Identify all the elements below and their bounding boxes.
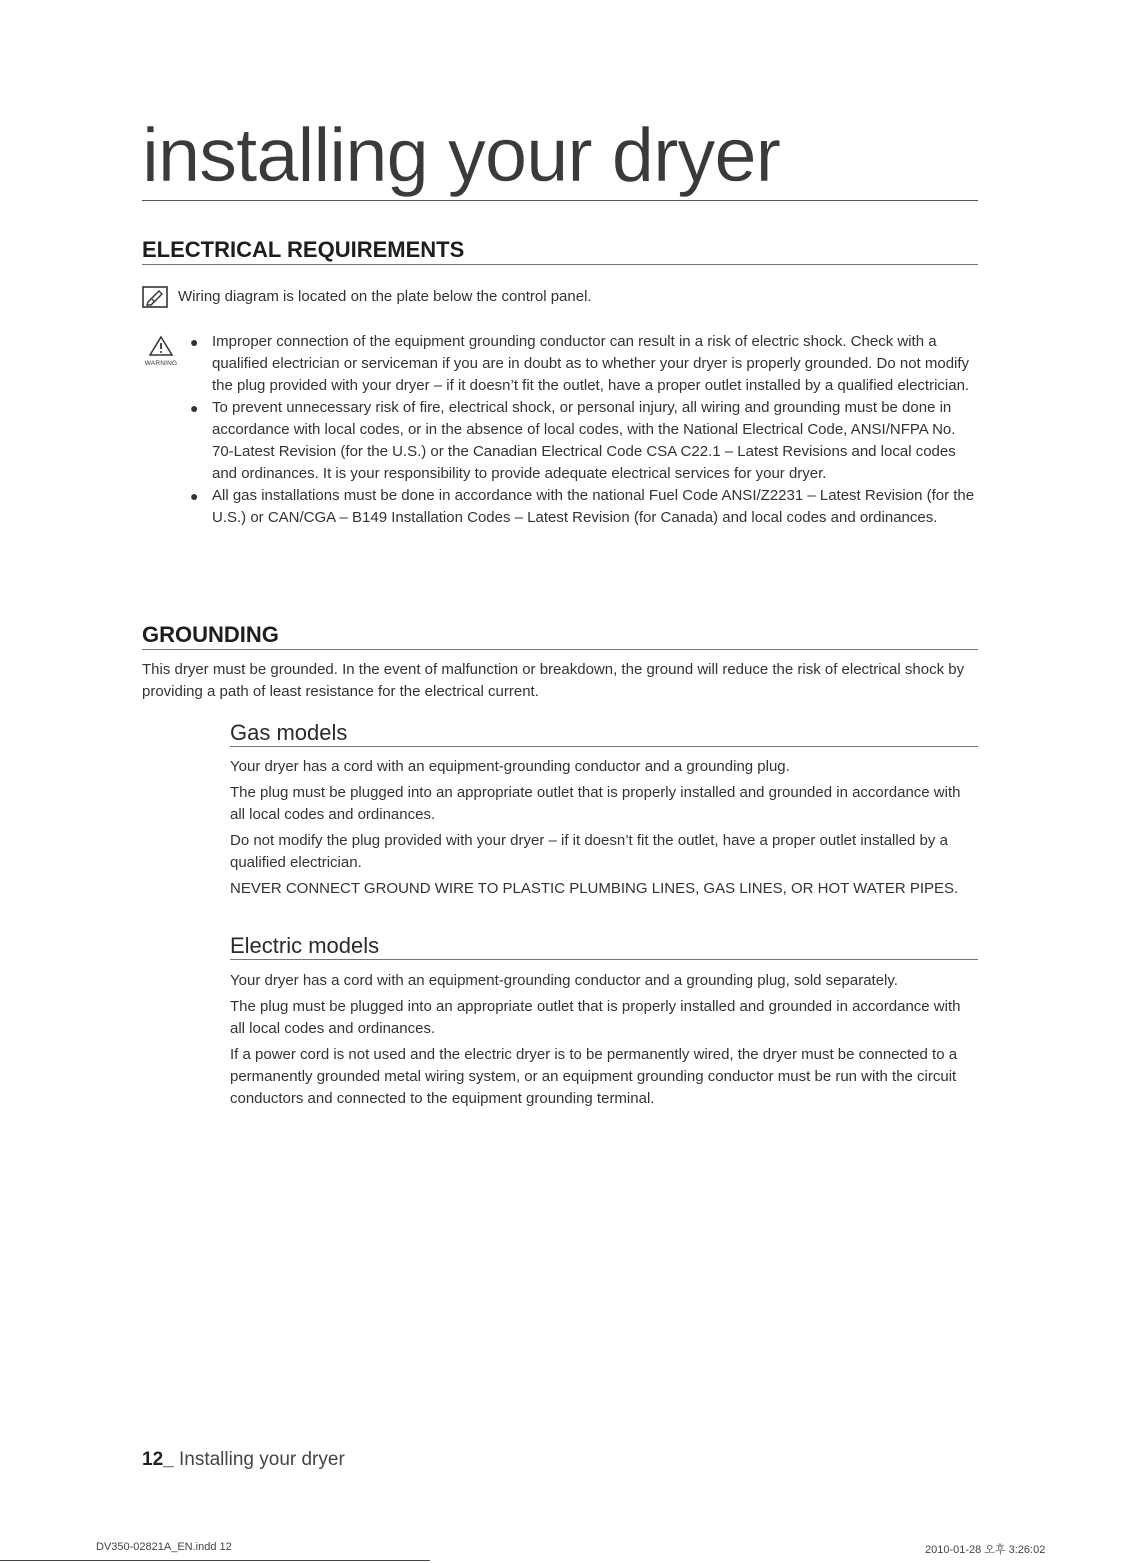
warning-label: WARNING — [144, 360, 178, 367]
note-row — [142, 286, 978, 308]
warning-bullet-list — [142, 331, 978, 529]
paragraph: NEVER CONNECT GROUND WIRE TO PLASTIC PLUMBING LINES, GAS LINES, OR HOT WATER PIPES. — [230, 880, 959, 897]
print-file-info: DV350-02821A_EN.indd 12 — [96, 1541, 232, 1553]
paragraph: If a power cord is not used and the electric dryer is to be permanently wired, the dryer must be connected to a permanently grounded metal wiring system, or an equipment grounding conductor must be run with the circuit conductors and connected to the equipment grounding terminal. — [230, 1046, 958, 1107]
page-footer — [142, 1449, 345, 1471]
subheading-gas-models: Gas models — [230, 720, 348, 745]
electric-models-body — [230, 970, 978, 1114]
bottom-rule — [0, 1560, 430, 1561]
section-heading-grounding: GROUNDING — [142, 622, 279, 647]
paragraph: Do not modify the plug provided with your dryer – if it doesn’t fit the outlet, have a proper outlet installed by a qualified electrician. — [230, 832, 948, 871]
paragraph: Your dryer has a cord with an equipment-grounding conductor and a grounding plug, sold separately. — [230, 972, 898, 989]
gas-models-body — [230, 756, 978, 904]
list-item: ● To prevent unnecessary risk of fire, electrical shock, or personal injury, all wiring and grounding must be done in accordance with local codes, or in the absence of local codes, with the National Electrical Code, ANSI/NFPA No. 70-Latest Revision (for the U.S.) or the Canadian Electrical Code CSA C22.1 – Latest Revisions and local codes and ordinances. It is your responsibility to provide adequate electrical services for your dryer. — [190, 399, 956, 482]
section-heading-electrical: ELECTRICAL REQUIREMENTS — [142, 237, 465, 262]
warning-block — [142, 331, 978, 529]
paragraph: Your dryer has a cord with an equipment-grounding conductor and a grounding plug. — [230, 758, 790, 775]
print-date-info: 2010-01-28 오후 3:26:02 — [925, 1544, 1046, 1556]
page-footer-label: Installing your dryer — [178, 1449, 345, 1470]
section-rule — [142, 264, 978, 265]
bullet-icon: ● — [190, 334, 199, 350]
page-number: 12_ — [142, 1449, 174, 1470]
list-item: ● Improper connection of the equipment grounding conductor can result in a risk of electric shock. Check with a qualified electrician or serviceman if you are in doubt as to whether your dryer is properly grounded. Do not modify the plug provided with your dryer – if it doesn’t fit the outlet, have a proper outlet installed by a qualified electrician. — [190, 333, 970, 394]
sub-rule — [230, 746, 978, 747]
list-item: ● All gas installations must be done in accordance with the national Fuel Code ANSI/Z2231 – Latest Revision (for the U.S.) or CAN/CGA – B149 Installation Codes – Latest Revision (for Canada) and local codes and ordinances. — [190, 487, 975, 526]
note-icon — [142, 286, 168, 308]
warning-icon — [142, 335, 180, 367]
subheading-electric-models: Electric models — [230, 933, 380, 958]
bullet-icon: ● — [190, 400, 199, 416]
note-text: Wiring diagram is located on the plate below the control panel. — [178, 288, 592, 305]
bullet-icon: ● — [190, 488, 199, 504]
paragraph: The plug must be plugged into an appropriate outlet that is properly installed and grounded in accordance with all local codes and ordinances. — [230, 998, 961, 1037]
section-rule — [142, 649, 978, 650]
page-title: installing your dryer — [142, 113, 780, 198]
sub-rule — [230, 959, 978, 960]
paragraph: The plug must be plugged into an appropriate outlet that is properly installed and grounded in accordance with all local codes and ordinances. — [230, 784, 961, 823]
grounding-intro: This dryer must be grounded. In the event of malfunction or breakdown, the ground will reduce the risk of electrical shock by providing a path of least resistance for the electrical current. — [142, 661, 965, 700]
title-rule — [142, 200, 978, 201]
